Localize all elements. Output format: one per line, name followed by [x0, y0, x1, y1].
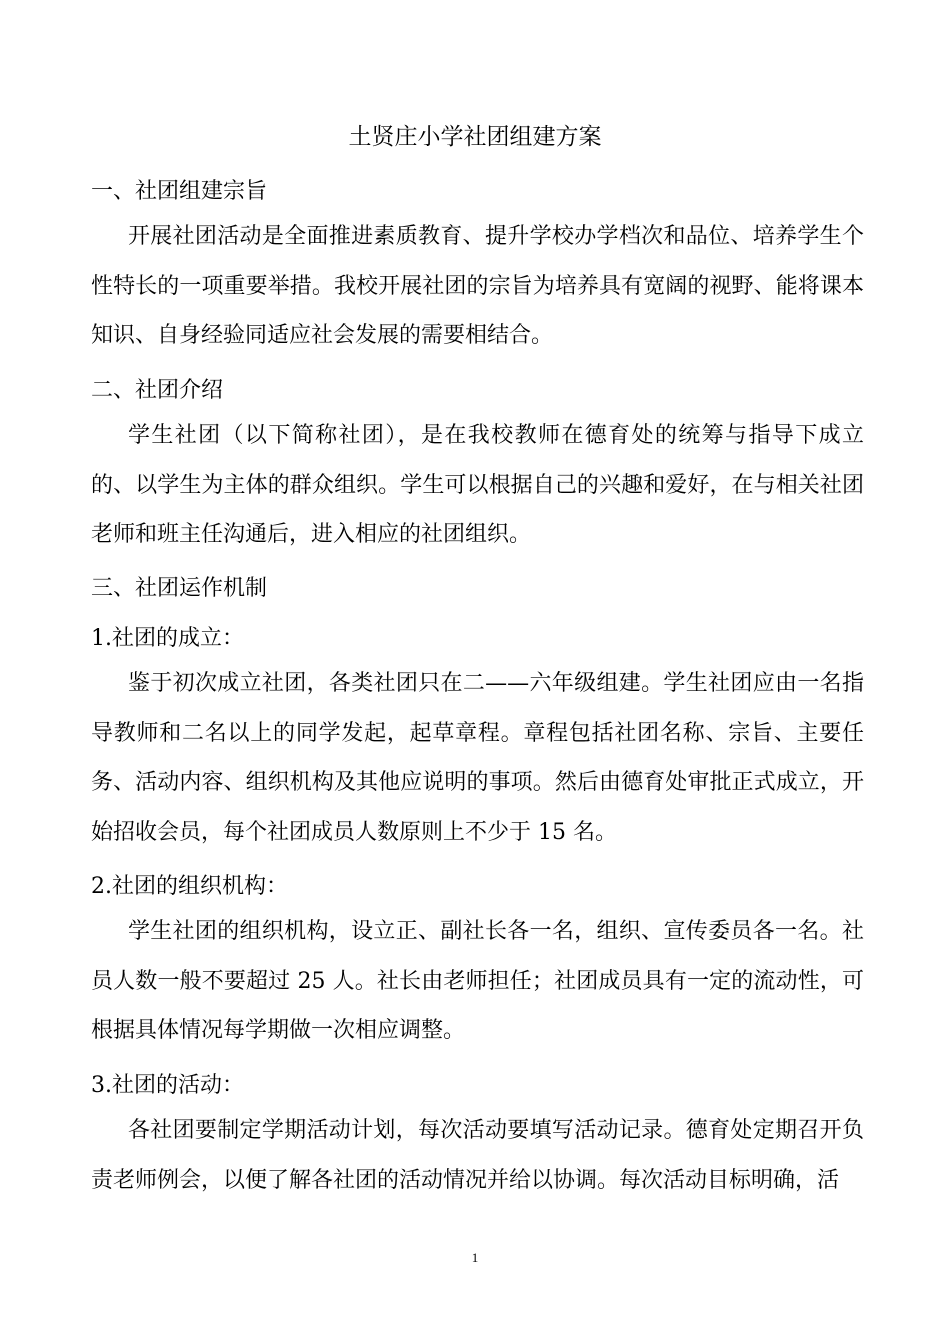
- section-heading-establishment: 1.社团的成立：: [91, 626, 244, 651]
- document-title: 土贤庄小学社团组建方案: [348, 124, 602, 150]
- section-paragraph-organization: 学生社团的组织机构，设立正、副社长各一名，组织、宣传委员各一名。社员人数一般不要超过 25 人。社长由老师担任；社团成员具有一定的流动性，可根据具体情况每学期做一次相应调整。: [91, 919, 864, 1043]
- section-heading-activities: 3.社团的活动：: [91, 1073, 244, 1098]
- section-heading-mechanism: 三、社团运作机制: [91, 576, 268, 601]
- section-heading-organization: 2.社团的组织机构：: [91, 874, 288, 899]
- section-paragraph-activities: 各社团要制定学期活动计划，每次活动要填写活动记录。德育处定期召开负责老师例会，以便了解各社团的活动情况并给以协调。每次活动目标明确，活: [91, 1118, 864, 1193]
- section-paragraph-introduction: 学生社团（以下简称社团），是在我校教师在德育处的统筹与指导下成立的、以学生为主体的群众组织。学生可以根据自己的兴趣和爱好，在与相关社团老师和班主任沟通后，进入相应的社团组织。: [91, 423, 864, 547]
- section-paragraph-establishment: 鉴于初次成立社团，各类社团只在二——六年级组建。学生社团应由一名指导教师和二名以上的同学发起，起草章程。章程包括社团名称、宗旨、主要任务、活动内容、组织机构及其他应说明的事项。然后由德育处审批正式成立，开始招收会员，每个社团成员人数原则上不少于 15 名。: [91, 671, 864, 845]
- page-number: 1: [471, 1250, 479, 1265]
- section-heading-purpose: 一、社团组建宗旨: [91, 179, 268, 204]
- section-paragraph-purpose: 开展社团活动是全面推进素质教育、提升学校办学档次和品位、培养学生个性特长的一项重要举措。我校开展社团的宗旨为培养具有宽阔的视野、能将课本知识、自身经验同适应社会发展的需要相结合。: [91, 224, 864, 348]
- section-heading-introduction: 二、社团介绍: [91, 378, 224, 403]
